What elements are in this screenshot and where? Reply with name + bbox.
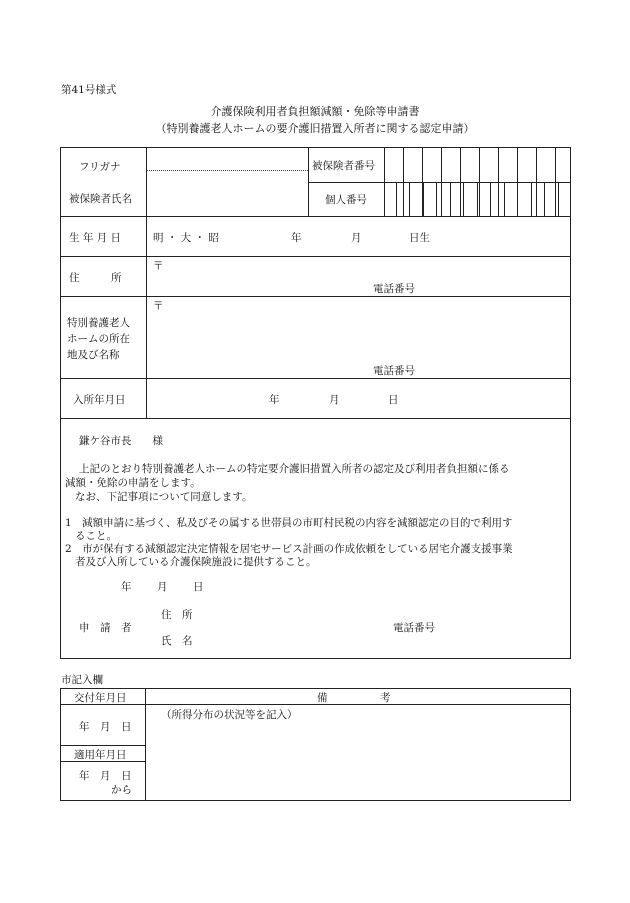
apply-date-label: 適用年月日	[74, 749, 127, 761]
birth-year-unit: 年	[291, 232, 302, 244]
furigana-label: フリガナ	[79, 161, 121, 173]
personal-number-label: 個人番号	[325, 194, 367, 206]
applicant-address-label: 住 所	[161, 609, 193, 621]
birth-month-unit: 月	[351, 232, 362, 244]
form-number: 第41号様式	[61, 84, 117, 96]
declaration-para2: なお、下記事項について同意します。	[75, 491, 253, 503]
remarks-label: 備 考	[317, 692, 391, 704]
remarks-note: （所得分布の状況等を記入）	[161, 709, 298, 721]
signature-month-unit: 月	[157, 581, 168, 593]
address-phone-label: 電話番号	[373, 283, 415, 295]
issue-date-label: 交付年月日	[74, 692, 127, 704]
consent-item1-line2: ること。	[75, 530, 117, 542]
apply-from-label: から	[111, 784, 132, 796]
applicant-label: 申 請 者	[79, 622, 132, 634]
facility-postal-mark: 〒	[153, 300, 164, 312]
consent-item1-line1: 1 減額申請に基づく、私及びその属する世帯員の市町村民税の内容を減額認定の目的で利用す	[65, 517, 513, 529]
facility-phone-label: 電話番号	[373, 365, 415, 377]
insured-number-label: 被保険者番号	[312, 160, 375, 172]
applicant-name-label: 氏 名	[161, 635, 193, 647]
office-use-table	[60, 688, 571, 801]
signature-day-unit: 日	[193, 581, 204, 593]
consent-item2-line2: 者及び入所している介護保険施設に提供すること。	[75, 556, 317, 568]
addressee: 鎌ケ谷市長 様	[79, 435, 163, 447]
address-label: 住 所	[69, 272, 122, 284]
facility-label-line2: ホームの所在	[67, 333, 130, 345]
declaration-para1-line1: 上記のとおり特別養護老人ホームの特定要介護旧措置入所者の認定及び利用者負担額に係る	[79, 463, 510, 475]
office-use-label: 市記入欄	[61, 674, 103, 686]
applicant-phone-label: 電話番号	[393, 622, 435, 634]
admission-year-unit: 年	[269, 394, 280, 406]
admission-date-label: 入所年月日	[73, 394, 126, 406]
era-options: 明 ・ 大 ・ 昭	[153, 232, 219, 244]
declaration-para1-line2: 減額・免除の申請をします。	[65, 477, 201, 489]
postal-mark: 〒	[153, 260, 164, 272]
consent-item2-line1: 2 市が保有する減額認定決定情報を居宅サービス計画の作成依頼をしている居宅介護支援事業	[65, 543, 513, 555]
birthdate-label: 生 年 月 日	[69, 232, 122, 244]
issue-date-ymd: 年 月 日	[79, 721, 132, 733]
insured-name-label: 被保険者氏名	[69, 193, 132, 205]
apply-date-ymd: 年 月 日	[79, 770, 132, 782]
signature-year-unit: 年	[121, 581, 132, 593]
form-title: 介護保険利用者負担額減額・免除等申請書	[210, 105, 420, 118]
applicant-form-table	[60, 147, 571, 659]
facility-label-line1: 特別養護老人	[67, 317, 130, 329]
form-subtitle: （特別養護老人ホームの要介護旧措置入所者に関する認定申請）	[155, 122, 475, 135]
admission-day-unit: 日	[388, 394, 399, 406]
admission-month-unit: 月	[329, 394, 340, 406]
facility-label-line3: 地及び名称	[67, 349, 120, 361]
birth-day-unit: 日生	[409, 232, 430, 244]
